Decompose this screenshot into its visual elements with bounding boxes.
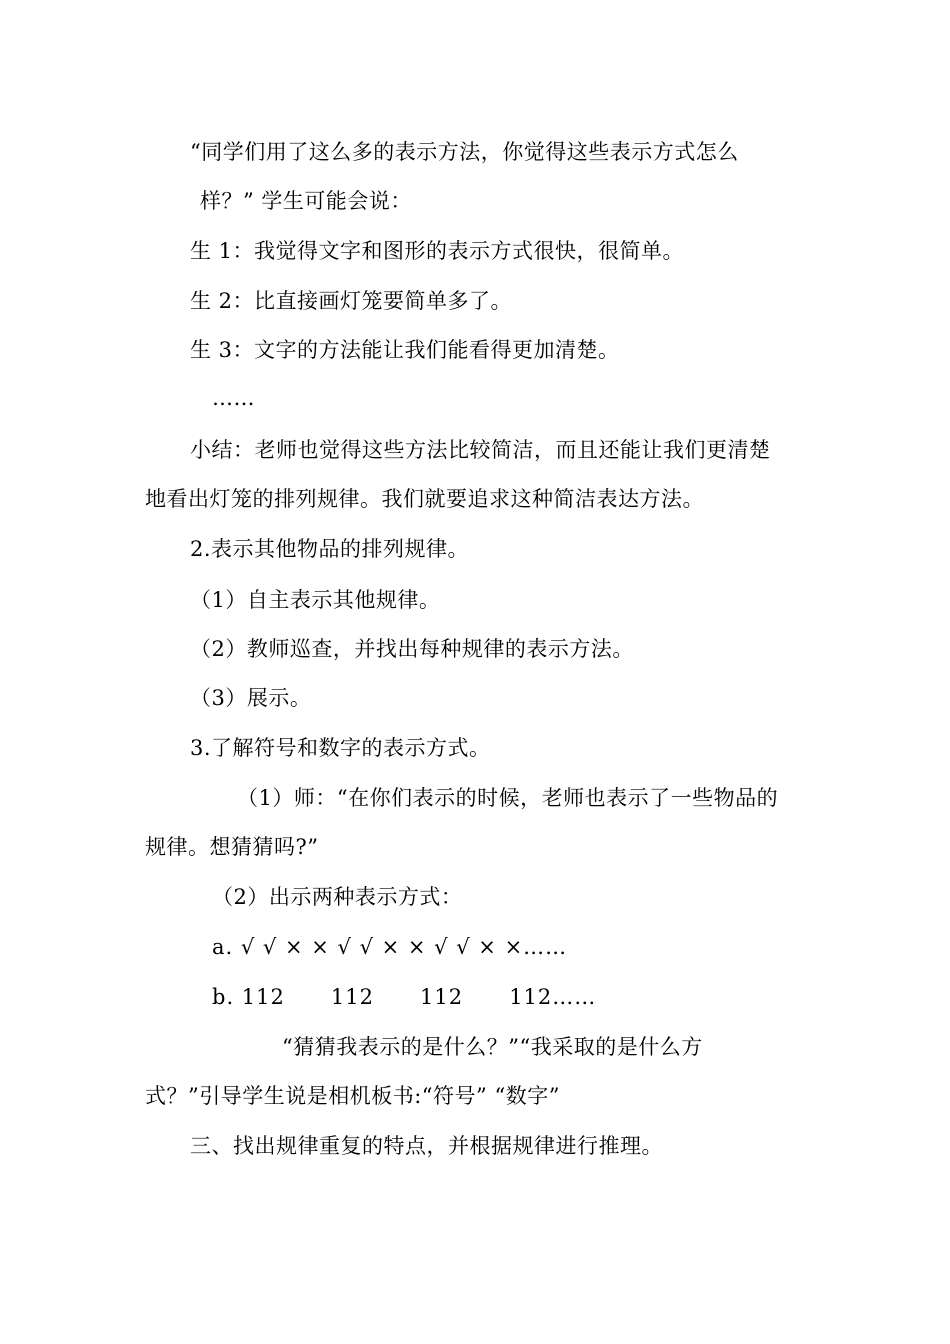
- list-item: （2）教师巡查，并找出每种规律的表示方法。: [190, 637, 634, 661]
- list-item: （1）自主表示其他规律。: [190, 588, 441, 612]
- list-item: （1）师：“在你们表示的时候，老师也表示了一些物品的: [237, 786, 779, 810]
- section-heading: 3.了解符号和数字的表示方式。: [190, 736, 491, 760]
- paragraph-line: “同学们用了这么多的表示方法，你觉得这些表示方式怎么: [190, 140, 739, 164]
- section-heading: 2.表示其他物品的排列规律。: [190, 537, 470, 561]
- symbol-sequence: a. √ √ × × √ √ × × √ √ × ×……: [212, 935, 568, 959]
- paragraph-line: 生 3：文字的方法能让我们能看得更加清楚。: [190, 338, 620, 362]
- paragraph-line: 生 1：我觉得文字和图形的表示方式很快，很简单。: [190, 239, 685, 263]
- paragraph-line: 样？” 学生可能会说：: [200, 189, 412, 213]
- paragraph-line: 地看出灯笼的排列规律。我们就要追求这种简洁表达方法。: [145, 487, 704, 511]
- paragraph-line: 式？”引导学生说是相机板书:“符号” “数字”: [145, 1084, 560, 1108]
- paragraph-line: 规律。想猜猜吗?”: [145, 835, 319, 859]
- paragraph-line: “猜猜我表示的是什么？”“我采取的是什么方: [282, 1035, 703, 1059]
- number-sequence: b. 112 112 112 112……: [212, 985, 597, 1009]
- section-heading: 三、找出规律重复的特点，并根据规律进行推理。: [190, 1134, 663, 1158]
- ellipsis-line: ……: [212, 386, 255, 410]
- paragraph-line: 小结：老师也觉得这些方法比较简洁，而且还能让我们更清楚: [190, 438, 771, 462]
- list-item: （3）展示。: [190, 686, 312, 710]
- paragraph-line: 生 2：比直接画灯笼要简单多了。: [190, 289, 513, 313]
- list-item: （2）出示两种表示方式：: [212, 885, 463, 909]
